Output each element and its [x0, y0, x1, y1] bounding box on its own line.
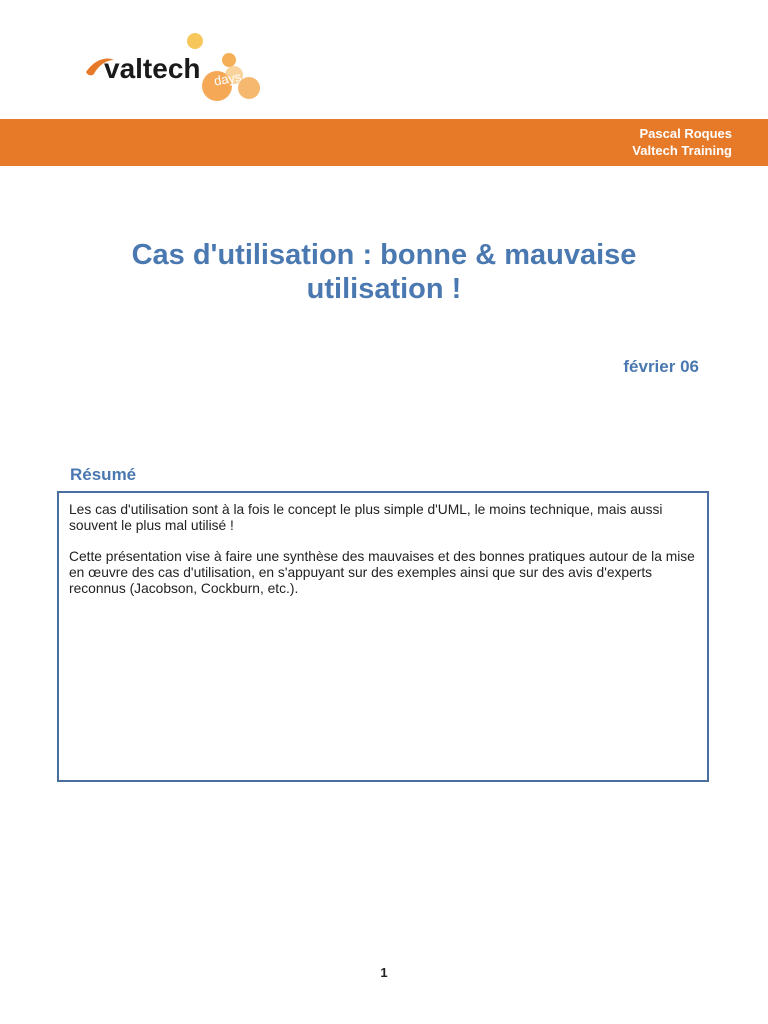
logo-brand: valtech [104, 53, 201, 84]
author-block [632, 126, 732, 159]
abstract-box [57, 491, 709, 782]
author-org: Valtech Training [632, 142, 732, 158]
title-line-2: utilisation ! [306, 273, 462, 305]
header-band [0, 119, 768, 166]
author-name: Pascal Roques [639, 126, 732, 141]
abstract-paragraph-2: Cette présentation vise à faire une synthèse des mauvaises et des bonnes pratiques autour de la mise en œuvre des cas d'utilisation, en s'appuyant sur des exemples ainsi que sur des avis d'experts reconnus (Jacobson, Cockburn, etc.). [69, 549, 695, 596]
abstract-heading: Résumé [70, 465, 137, 484]
page-number: 1 [380, 965, 388, 980]
valtech-days-logo [84, 30, 274, 110]
logo-sub: days [212, 69, 243, 89]
abstract-paragraph-1: Les cas d'utilisation sont à la fois le concept le plus simple d'UML, le moins technique, mais aussi souvent le plus mal utilisé ! [69, 502, 663, 533]
valtech-logo-icon [84, 30, 274, 110]
document-date: février 06 [623, 357, 699, 376]
document-title [84, 238, 684, 306]
title-line-1: Cas d'utilisation : bonne & mauvaise [131, 239, 637, 271]
